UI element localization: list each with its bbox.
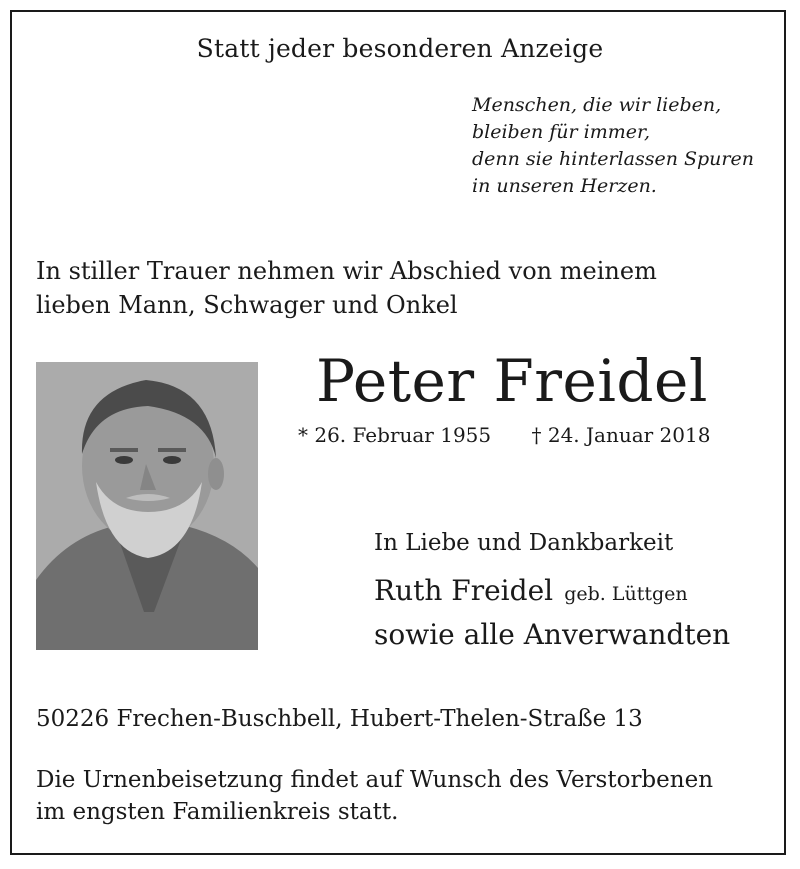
poem-line: bleiben für immer, [472, 121, 651, 143]
life-dates [298, 423, 710, 447]
burial-notice [36, 764, 713, 828]
intro-line: lieben Mann, Schwager und Onkel [36, 291, 458, 319]
intro-text [36, 254, 657, 322]
mourner-opening: In Liebe und Dankbarkeit [374, 530, 674, 556]
death-date: † 24. Januar 2018 [531, 423, 711, 447]
poem [472, 92, 754, 200]
birth-date: * 26. Februar 1955 [298, 423, 492, 447]
deceased-name: Peter Freidel [316, 347, 708, 415]
intro-line: In stiller Trauer nehmen wir Abschied von meinem [36, 257, 657, 285]
header-title: Statt jeder besonderen Anzeige [196, 34, 604, 63]
poem-line: denn sie hinterlassen Spuren [472, 148, 754, 170]
widow-name: Ruth Freidel [374, 574, 554, 607]
poem-line: in unseren Herzen. [472, 175, 657, 197]
widow-line [374, 574, 688, 607]
notice-line: im engsten Familienkreis statt. [36, 799, 399, 825]
relatives-line: sowie alle Anverwandten [374, 618, 731, 651]
address: 50226 Frechen-Buschbell, Hubert-Thelen-Straße 13 [36, 706, 643, 732]
widow-maiden-name: geb. Lüttgen [564, 583, 688, 605]
portrait-photo [36, 362, 258, 650]
poem-line: Menschen, die wir lieben, [472, 94, 722, 116]
portrait-illustration [36, 362, 258, 650]
notice-line: Die Urnenbeisetzung findet auf Wunsch des Verstorbenen [36, 767, 714, 793]
